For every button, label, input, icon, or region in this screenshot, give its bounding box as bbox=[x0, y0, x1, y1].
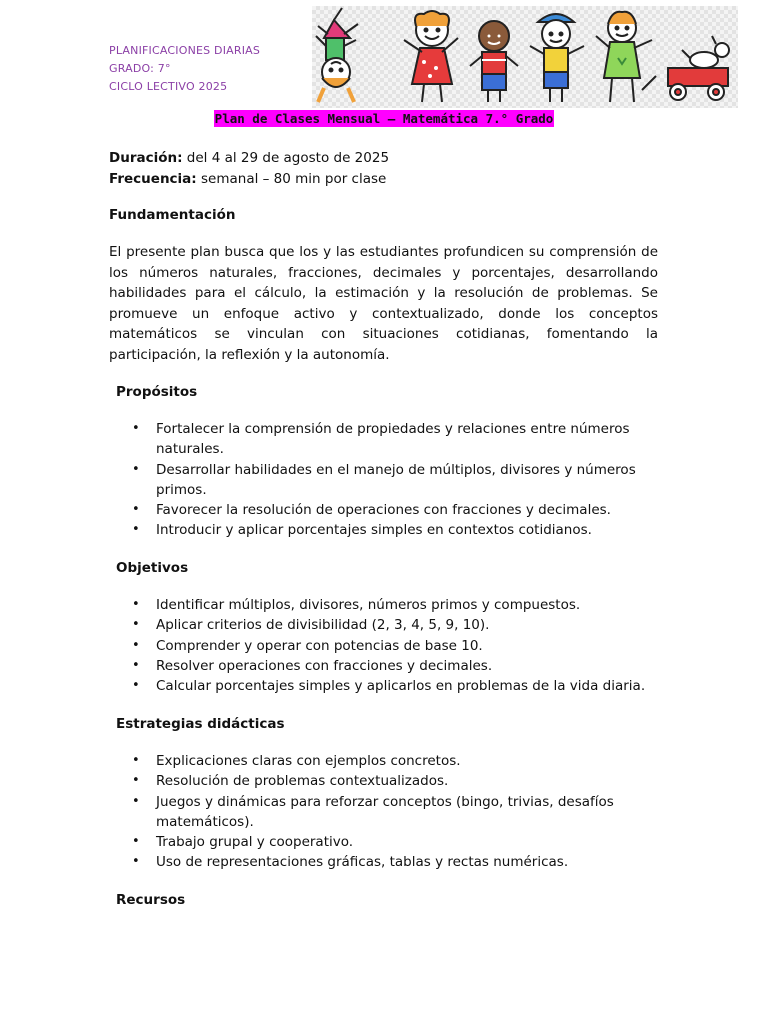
list-item: • Resolución de problemas contextualizados. bbox=[156, 771, 676, 791]
children-drawing-icon bbox=[312, 6, 738, 108]
list-propositos bbox=[156, 419, 676, 541]
paragraph-fundamentacion: El presente plan busca que los y las estudiantes profundicen su comprensión de los números naturales, fracciones, decimales y porcentajes, desarrollando habilidades para el cálculo, la estimación y la resolución de problemas. Se promueve un enfoque activo y contextualizado, donde los conceptos matemáticos se vinculan con situaciones cotidianas, fomentando la participación, la reflexión y la autonomía. bbox=[109, 244, 658, 363]
header-line-planificaciones: PLANIFICACIONES DIARIAS bbox=[109, 44, 261, 57]
heading-propositos: Propósitos bbox=[116, 384, 198, 400]
list-item: • Desarrollar habilidades en el manejo de múltiplos, divisores y números primos. bbox=[156, 460, 676, 501]
list-item: • Identificar múltiplos, divisores, números primos y compuestos. bbox=[156, 595, 676, 615]
page-title bbox=[0, 110, 768, 128]
list-item: • Resolver operaciones con fracciones y decimales. bbox=[156, 656, 676, 676]
frecuencia-line bbox=[109, 169, 389, 190]
list-estrategias bbox=[156, 751, 676, 873]
list-item: • Trabajo grupal y cooperativo. bbox=[156, 832, 676, 852]
header-block bbox=[109, 42, 260, 96]
list-item: • Introducir y aplicar porcentajes simples en contextos cotidianos. bbox=[156, 520, 676, 540]
list-item: • Juegos y dinámicas para reforzar conceptos (bingo, trivias, desafíos matemáticos). bbox=[156, 792, 676, 833]
heading-fundamentacion: Fundamentación bbox=[109, 207, 236, 223]
duracion-line bbox=[109, 148, 389, 169]
page-title-highlight: Plan de Clases Mensual – Matemática 7.° Grado bbox=[214, 111, 554, 126]
list-item: • Fortalecer la comprensión de propiedades y relaciones entre números naturales. bbox=[156, 419, 676, 460]
list-item: • Explicaciones claras con ejemplos concretos. bbox=[156, 751, 676, 771]
list-item: • Aplicar criterios de divisibilidad (2, 3, 4, 5, 9, 10). bbox=[156, 615, 676, 635]
heading-objetivos: Objetivos bbox=[116, 560, 189, 576]
frecuencia-label: Frecuencia: bbox=[109, 170, 197, 187]
duracion-label: Duración: bbox=[109, 150, 183, 166]
list-item: • Calcular porcentajes simples y aplicarlos en problemas de la vida diaria. bbox=[156, 676, 676, 696]
list-item: • Comprender y operar con potencias de base 10. bbox=[156, 636, 676, 656]
duracion-value: del 4 al 29 de agosto de 2025 bbox=[182, 150, 390, 166]
header-line-grado: GRADO: 7° bbox=[109, 62, 171, 75]
heading-recursos: Recursos bbox=[116, 892, 186, 908]
list-objetivos bbox=[156, 595, 676, 696]
list-item: • Favorecer la resolución de operaciones con fracciones y decimales. bbox=[156, 500, 676, 520]
meta-block bbox=[109, 148, 389, 189]
header-line-ciclo: CICLO LECTIVO 2025 bbox=[109, 80, 228, 93]
list-item: • Uso de representaciones gráficas, tablas y rectas numéricas. bbox=[156, 852, 676, 872]
heading-estrategias: Estrategias didácticas bbox=[116, 716, 285, 732]
frecuencia-value: semanal – 80 min por clase bbox=[196, 170, 387, 187]
